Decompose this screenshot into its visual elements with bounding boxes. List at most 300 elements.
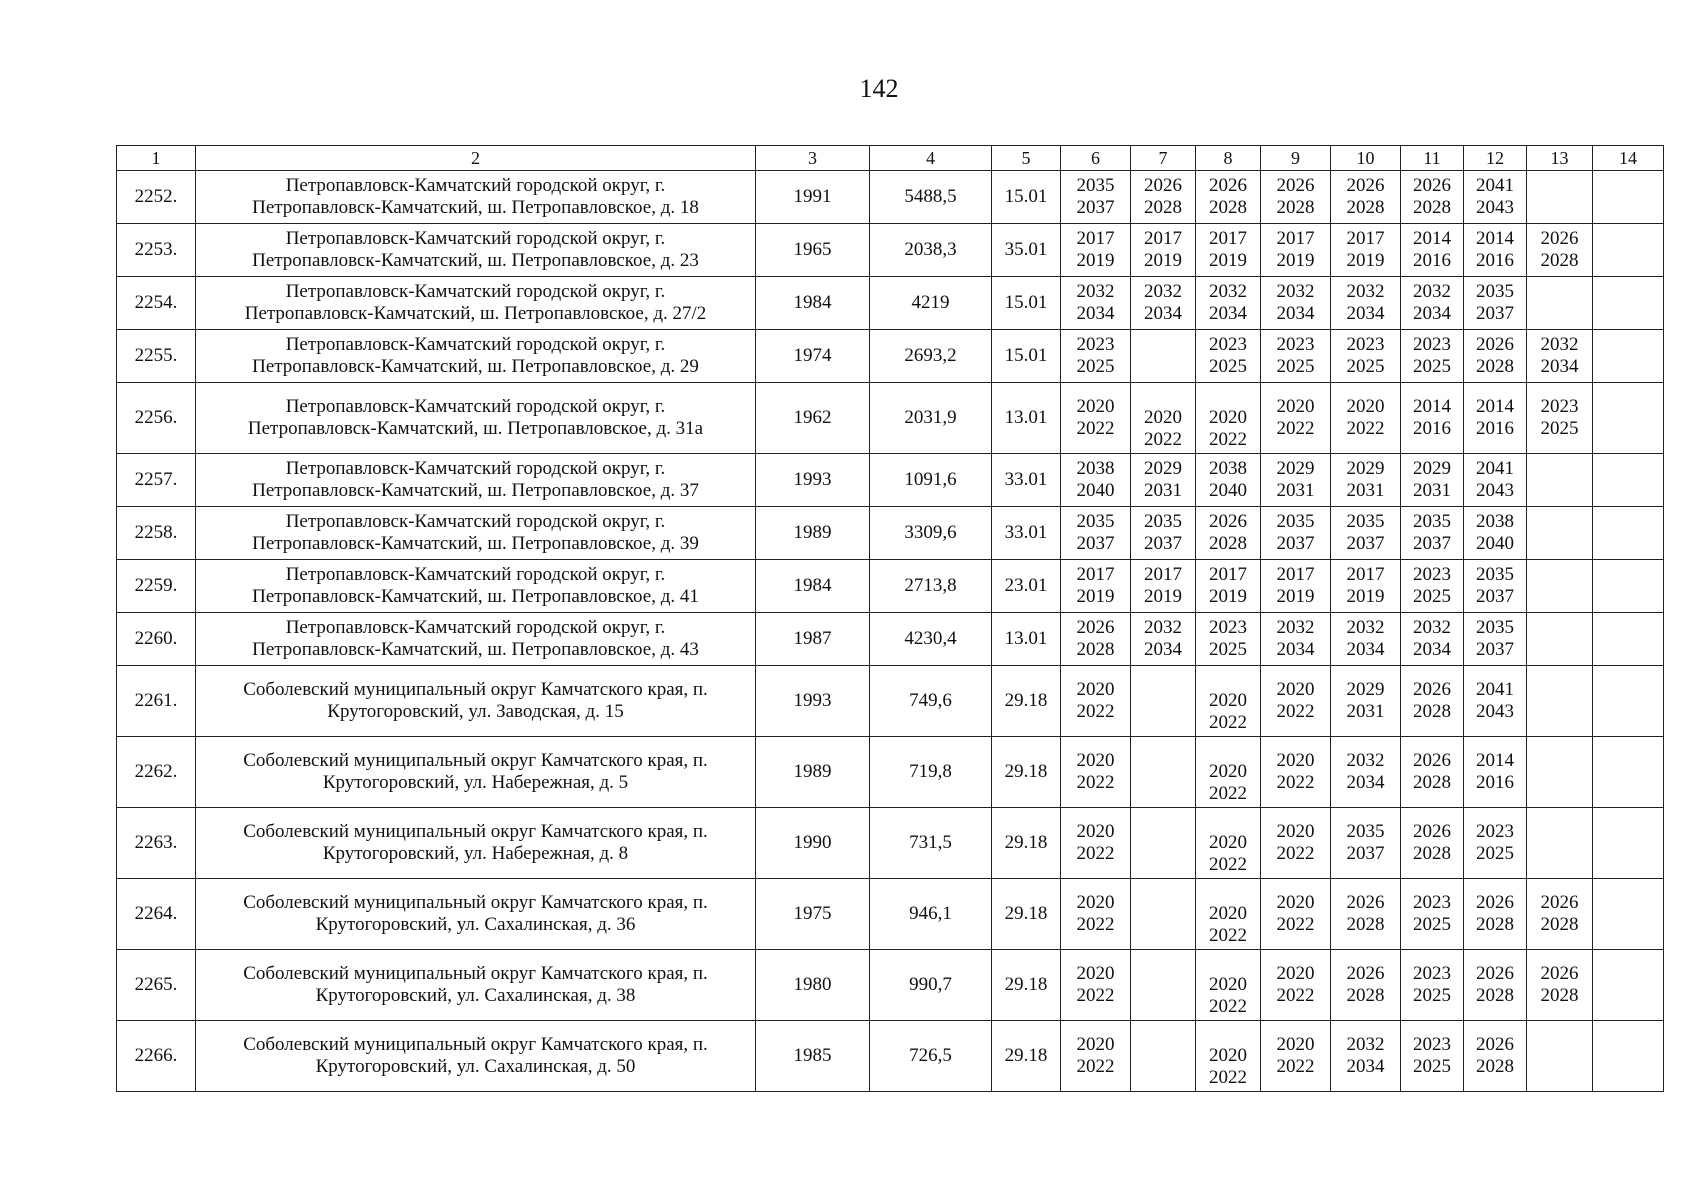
period-start-year: 2032 [1413,617,1451,638]
period-start-year: 2035 [1476,564,1514,585]
period-start-year: 2020 [1076,679,1115,700]
period-end-year: 2019 [1209,250,1247,271]
period-cell-col-10 [1331,613,1401,666]
period-range [1413,564,1451,608]
period-cell-col-6 [1061,737,1131,808]
period-range [1077,564,1115,608]
total-area: 4219 [870,277,992,330]
period-end-year: 2028 [1276,197,1315,218]
period-end-year: 2034 [1346,303,1385,324]
period-cell-col-14 [1593,613,1664,666]
period-range [1209,832,1247,876]
address-cell [196,171,756,224]
period-end-year: 2040 [1209,480,1247,501]
table-row [117,666,1664,737]
period-cell-col-8 [1196,507,1261,560]
period-cell-col-11 [1401,454,1464,507]
period-start-year: 2026 [1276,175,1315,196]
period-end-year: 2019 [1144,586,1182,607]
period-cell-col-12 [1464,507,1527,560]
period-cell-col-11 [1401,171,1464,224]
period-end-year: 2031 [1413,480,1451,501]
period-end-year: 2019 [1209,586,1247,607]
address-line: Петропавловск-Камчатский городской округ, г. [285,458,666,479]
period-range [1209,617,1247,661]
column-number-row [117,146,1664,171]
period-cell-col-12 [1464,666,1527,737]
period-start-year: 2014 [1413,396,1451,417]
period-end-year: 2034 [1346,772,1385,793]
period-cell-col-8 [1196,666,1261,737]
period-range [1277,511,1315,555]
column-number-13: 13 [1527,146,1593,171]
period-start-year: 2017 [1276,228,1315,249]
table-row [117,808,1664,879]
address-cell [196,1021,756,1092]
code-cell: 13.01 [992,383,1061,454]
period-cell-col-6 [1061,808,1131,879]
address-cell [196,808,756,879]
period-end-year: 2025 [1413,586,1451,607]
period-end-year: 2022 [1076,843,1115,864]
period-cell-col-13 [1527,613,1593,666]
row-number: 2254. [117,277,196,330]
period-range [1413,511,1451,555]
period-end-year: 2034 [1209,303,1247,324]
period-range [1476,458,1514,502]
period-range [1277,281,1315,325]
period-range [1476,334,1514,378]
period-start-year: 2026 [1540,963,1579,984]
period-end-year: 2034 [1540,356,1579,377]
period-start-year: 2014 [1413,228,1451,249]
period-end-year: 2028 [1476,356,1514,377]
period-range [1347,511,1385,555]
address-line: Крутогоровский, ул. Сахалинская, д. 38 [315,985,636,1006]
column-number-5: 5 [992,146,1061,171]
period-start-year: 2020 [1209,974,1247,995]
address-line: Петропавловск-Камчатский, ш. Петропавловское, д. 27/2 [244,303,707,324]
period-cell-col-10 [1331,666,1401,737]
period-cell-col-7 [1131,507,1196,560]
period-start-year: 2026 [1413,750,1451,771]
period-start-year: 2032 [1346,617,1385,638]
period-range [1277,1034,1315,1078]
period-range [1476,821,1514,865]
period-cell-col-9 [1261,950,1331,1021]
address-line: Крутогоровский, ул. Заводская, д. 15 [327,701,624,722]
period-end-year: 2034 [1346,1056,1385,1077]
address-line: Соболевский муниципальный округ Камчатского края, п. [243,821,708,842]
period-end-year: 2025 [1413,985,1451,1006]
period-end-year: 2028 [1144,197,1182,218]
period-range [1209,458,1247,502]
period-range [1476,963,1514,1007]
period-start-year: 2020 [1076,821,1115,842]
address-line: Петропавловск-Камчатский, ш. Петропавловское, д. 18 [252,197,699,218]
period-start-year: 2023 [1276,334,1315,355]
total-area: 5488,5 [870,171,992,224]
row-number: 2266. [117,1021,196,1092]
period-cell-col-10 [1331,879,1401,950]
period-cell-col-6 [1061,879,1131,950]
period-start-year: 2020 [1209,1045,1247,1066]
table-row [117,171,1664,224]
period-range [1347,228,1385,272]
column-number-7: 7 [1131,146,1196,171]
period-cell-col-14 [1593,666,1664,737]
table-row [117,613,1664,666]
period-range [1277,228,1315,272]
period-end-year: 2028 [1346,914,1385,935]
build-year: 1987 [756,613,870,666]
period-start-year: 2026 [1540,892,1579,913]
period-range [1541,963,1579,1007]
housing-register-table [116,145,1664,1092]
period-range [1541,334,1579,378]
period-end-year: 2034 [1413,639,1451,660]
period-range [1077,892,1115,936]
table-row [117,1021,1664,1092]
column-number-2: 2 [196,146,756,171]
period-start-year: 2026 [1346,892,1385,913]
address-line: Соболевский муниципальный округ Камчатского края, п. [243,963,708,984]
address-line: Петропавловск-Камчатский городской округ, г. [285,175,666,196]
period-end-year: 2037 [1276,533,1315,554]
period-end-year: 2028 [1413,843,1451,864]
period-end-year: 2031 [1346,701,1385,722]
period-range [1347,963,1385,1007]
period-cell-col-11 [1401,383,1464,454]
period-end-year: 2028 [1413,772,1451,793]
address-line: Крутогоровский, ул. Набережная, д. 8 [322,843,629,864]
code-cell: 23.01 [992,560,1061,613]
total-area: 1091,6 [870,454,992,507]
period-end-year: 2022 [1276,843,1315,864]
period-start-year: 2032 [1346,750,1385,771]
period-start-year: 2026 [1209,511,1247,532]
build-year: 1989 [756,507,870,560]
address-line: Петропавловск-Камчатский, ш. Петропавловское, д. 23 [252,250,699,271]
period-cell-col-10 [1331,1021,1401,1092]
period-start-year: 2032 [1209,281,1247,302]
period-end-year: 2025 [1276,356,1315,377]
period-cell-col-7 [1131,879,1196,950]
code-cell: 29.18 [992,950,1061,1021]
period-start-year: 2038 [1209,458,1247,479]
period-cell-col-8 [1196,737,1261,808]
address-line: Соболевский муниципальный округ Камчатского края, п. [243,1034,708,1055]
period-cell-col-12 [1464,277,1527,330]
period-start-year: 2020 [1276,750,1315,771]
period-start-year: 2020 [1276,679,1315,700]
period-cell-col-13 [1527,330,1593,383]
period-start-year: 2026 [1413,821,1451,842]
row-number: 2262. [117,737,196,808]
period-end-year: 2028 [1540,914,1579,935]
row-number: 2255. [117,330,196,383]
period-start-year: 2017 [1144,228,1182,249]
period-start-year: 2026 [1144,175,1182,196]
total-area: 749,6 [870,666,992,737]
period-cell-col-10 [1331,737,1401,808]
period-start-year: 2017 [1276,564,1315,585]
address-cell [196,454,756,507]
period-cell-col-6 [1061,560,1131,613]
address-line: Соболевский муниципальный округ Камчатского края, п. [243,750,708,771]
period-end-year: 2022 [1144,429,1182,450]
period-cell-col-11 [1401,808,1464,879]
period-cell-col-12 [1464,224,1527,277]
period-range [1347,821,1385,865]
period-cell-col-6 [1061,950,1131,1021]
period-cell-col-10 [1331,330,1401,383]
period-cell-col-8 [1196,330,1261,383]
address-line: Крутогоровский, ул. Сахалинская, д. 36 [315,914,636,935]
period-start-year: 2023 [1346,334,1385,355]
period-end-year: 2034 [1346,639,1385,660]
period-cell-col-12 [1464,613,1527,666]
build-year: 1984 [756,277,870,330]
period-start-year: 2023 [1076,334,1115,355]
period-start-year: 2026 [1476,892,1514,913]
build-year: 1991 [756,171,870,224]
period-range [1209,281,1247,325]
code-cell: 29.18 [992,666,1061,737]
period-cell-col-10 [1331,171,1401,224]
table-row [117,224,1664,277]
address-line: Петропавловск-Камчатский, ш. Петропавловское, д. 29 [252,356,699,377]
period-range [1277,892,1315,936]
period-cell-col-10 [1331,808,1401,879]
period-end-year: 2022 [1276,772,1315,793]
table-row [117,560,1664,613]
period-range [1209,903,1247,947]
period-cell-col-8 [1196,1021,1261,1092]
period-start-year: 2026 [1413,679,1451,700]
period-start-year: 2023 [1540,396,1579,417]
period-start-year: 2032 [1346,281,1385,302]
period-start-year: 2026 [1209,175,1247,196]
period-start-year: 2023 [1413,564,1451,585]
period-cell-col-14 [1593,171,1664,224]
period-cell-col-12 [1464,1021,1527,1092]
period-cell-col-12 [1464,808,1527,879]
build-year: 1993 [756,454,870,507]
period-cell-col-6 [1061,277,1131,330]
row-number: 2259. [117,560,196,613]
period-start-year: 2020 [1209,690,1247,711]
period-range [1077,821,1115,865]
code-cell: 35.01 [992,224,1061,277]
period-start-year: 2026 [1476,1034,1514,1055]
period-end-year: 2022 [1209,783,1247,804]
period-cell-col-8 [1196,950,1261,1021]
period-end-year: 2028 [1413,197,1451,218]
period-cell-col-8 [1196,454,1261,507]
period-cell-col-11 [1401,950,1464,1021]
column-number-6: 6 [1061,146,1131,171]
period-range [1077,750,1115,794]
period-cell-col-7 [1131,613,1196,666]
total-area: 946,1 [870,879,992,950]
period-range [1347,175,1385,219]
period-cell-col-7 [1131,808,1196,879]
period-start-year: 2020 [1276,963,1315,984]
period-range [1413,1034,1451,1078]
period-end-year: 2025 [1076,356,1115,377]
period-start-year: 2023 [1413,1034,1451,1055]
period-start-year: 2017 [1209,564,1247,585]
period-range [1277,334,1315,378]
period-start-year: 2014 [1476,396,1514,417]
period-cell-col-9 [1261,171,1331,224]
period-end-year: 2028 [1476,1056,1514,1077]
period-range [1476,396,1514,440]
period-end-year: 2040 [1076,480,1115,501]
period-end-year: 2022 [1209,925,1247,946]
period-cell-col-8 [1196,808,1261,879]
total-area: 2713,8 [870,560,992,613]
period-range [1077,963,1115,1007]
period-cell-col-6 [1061,330,1131,383]
build-year: 1980 [756,950,870,1021]
period-end-year: 2028 [1476,914,1514,935]
column-number-12: 12 [1464,146,1527,171]
total-area: 2031,9 [870,383,992,454]
period-range [1077,334,1115,378]
period-cell-col-12 [1464,879,1527,950]
column-number-9: 9 [1261,146,1331,171]
period-range [1413,617,1451,661]
period-cell-col-7 [1131,454,1196,507]
period-cell-col-6 [1061,1021,1131,1092]
period-range [1209,511,1247,555]
period-end-year: 2022 [1076,701,1115,722]
period-cell-col-13 [1527,560,1593,613]
period-cell-col-9 [1261,808,1331,879]
period-range [1413,821,1451,865]
period-start-year: 2017 [1144,564,1182,585]
period-start-year: 2017 [1209,228,1247,249]
address-line: Петропавловск-Камчатский городской округ, г. [285,511,666,532]
period-start-year: 2032 [1144,281,1182,302]
address-line: Петропавловск-Камчатский городской округ, г. [285,396,666,417]
period-range [1077,396,1115,440]
period-range [1347,1034,1385,1078]
period-start-year: 2032 [1276,617,1315,638]
period-cell-col-13 [1527,879,1593,950]
period-range [1476,617,1514,661]
period-range [1413,892,1451,936]
period-range [1209,407,1247,451]
period-end-year: 2019 [1346,586,1385,607]
period-range [1209,228,1247,272]
period-end-year: 2025 [1209,639,1247,660]
period-range [1077,228,1115,272]
period-range [1209,564,1247,608]
total-area: 726,5 [870,1021,992,1092]
period-range [1413,175,1451,219]
period-range [1209,974,1247,1018]
period-start-year: 2035 [1413,511,1451,532]
period-end-year: 2037 [1476,586,1514,607]
period-cell-col-9 [1261,737,1331,808]
period-cell-col-11 [1401,737,1464,808]
period-start-year: 2020 [1346,396,1385,417]
period-cell-col-7 [1131,330,1196,383]
period-start-year: 2026 [1540,228,1579,249]
period-range [1144,458,1182,502]
period-start-year: 2020 [1276,396,1315,417]
period-start-year: 2035 [1346,511,1385,532]
address-line: Петропавловск-Камчатский, ш. Петропавловское, д. 31а [247,418,704,439]
period-cell-col-13 [1527,666,1593,737]
period-end-year: 2016 [1413,418,1451,439]
period-cell-col-13 [1527,224,1593,277]
period-cell-col-6 [1061,454,1131,507]
period-cell-col-6 [1061,383,1131,454]
build-year: 1974 [756,330,870,383]
period-range [1277,617,1315,661]
period-cell-col-14 [1593,330,1664,383]
period-cell-col-9 [1261,224,1331,277]
period-cell-col-14 [1593,224,1664,277]
period-end-year: 2037 [1346,843,1385,864]
period-range [1209,1045,1247,1089]
period-cell-col-7 [1131,666,1196,737]
period-end-year: 2043 [1476,480,1514,501]
period-range [1077,617,1115,661]
period-end-year: 2025 [1413,356,1451,377]
period-range [1347,281,1385,325]
period-end-year: 2028 [1209,533,1247,554]
period-start-year: 2017 [1346,564,1385,585]
period-start-year: 2026 [1476,963,1514,984]
period-start-year: 2020 [1276,1034,1315,1055]
build-year: 1990 [756,808,870,879]
period-range [1209,175,1247,219]
address-line: Петропавловск-Камчатский городской округ, г. [285,564,666,585]
period-start-year: 2020 [1076,963,1115,984]
period-range [1077,511,1115,555]
period-range [1347,750,1385,794]
period-start-year: 2020 [1209,903,1247,924]
total-area: 731,5 [870,808,992,879]
period-start-year: 2038 [1076,458,1115,479]
table-row [117,277,1664,330]
period-start-year: 2014 [1476,228,1514,249]
period-end-year: 2028 [1476,985,1514,1006]
period-start-year: 2029 [1144,458,1182,479]
address-line: Петропавловск-Камчатский, ш. Петропавловское, д. 43 [252,639,699,660]
period-cell-col-10 [1331,560,1401,613]
table-row [117,330,1664,383]
period-cell-col-10 [1331,383,1401,454]
period-end-year: 2037 [1076,533,1115,554]
period-cell-col-9 [1261,330,1331,383]
period-cell-col-7 [1131,1021,1196,1092]
period-cell-col-9 [1261,879,1331,950]
period-cell-col-10 [1331,224,1401,277]
period-start-year: 2023 [1209,334,1247,355]
period-range [1476,281,1514,325]
period-end-year: 2028 [1413,701,1451,722]
period-end-year: 2016 [1476,418,1514,439]
period-cell-col-6 [1061,224,1131,277]
period-range [1209,334,1247,378]
period-end-year: 2022 [1209,996,1247,1017]
